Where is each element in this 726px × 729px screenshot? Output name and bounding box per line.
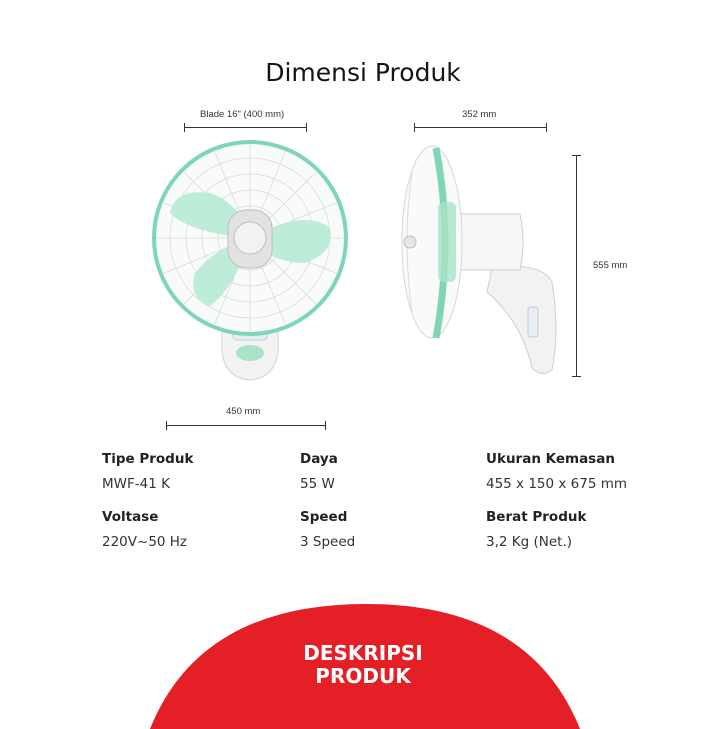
fan-front-view-image xyxy=(140,138,360,388)
spec-speed xyxy=(300,509,355,550)
spec-value: MWF-41 K xyxy=(102,476,170,492)
spec-value: 3,2 Kg (Net.) xyxy=(486,534,572,550)
depth-dimension-label: 352 mm xyxy=(462,109,497,120)
depth-dimension-line xyxy=(414,127,547,128)
spec-ukuran-kemasan xyxy=(486,451,627,492)
spec-berat-produk xyxy=(486,509,586,550)
blade-dimension-label: Blade 16" (400 mm) xyxy=(200,109,285,120)
blade-dimension-line xyxy=(184,127,307,128)
height-dimension-line xyxy=(576,155,577,377)
spec-value: 220V~50 Hz xyxy=(102,534,188,550)
height-dimension-label: 555 mm xyxy=(593,260,628,271)
spec-value: 3 Speed xyxy=(300,534,356,550)
spec-label: Daya xyxy=(300,451,338,467)
spec-label: Berat Produk xyxy=(486,509,587,525)
banner-line-1: DESKRIPSI xyxy=(303,641,423,665)
spec-label: Voltase xyxy=(102,509,159,525)
page-title: Dimensi Produk xyxy=(265,58,461,87)
spec-daya xyxy=(300,451,338,492)
spec-label: Ukuran Kemasan xyxy=(486,451,615,467)
description-banner xyxy=(0,642,726,688)
spec-value: 55 W xyxy=(300,476,335,492)
banner-line-2: PRODUK xyxy=(315,664,411,688)
spec-tipe-produk xyxy=(102,451,193,492)
spec-label: Tipe Produk xyxy=(102,451,194,467)
width-dimension-line xyxy=(166,425,326,426)
spec-label: Speed xyxy=(300,509,348,525)
fan-side-view-image xyxy=(392,142,572,380)
spec-value: 455 x 150 x 675 mm xyxy=(486,476,628,492)
spec-voltase xyxy=(102,509,187,550)
width-dimension-label: 450 mm xyxy=(226,406,261,417)
